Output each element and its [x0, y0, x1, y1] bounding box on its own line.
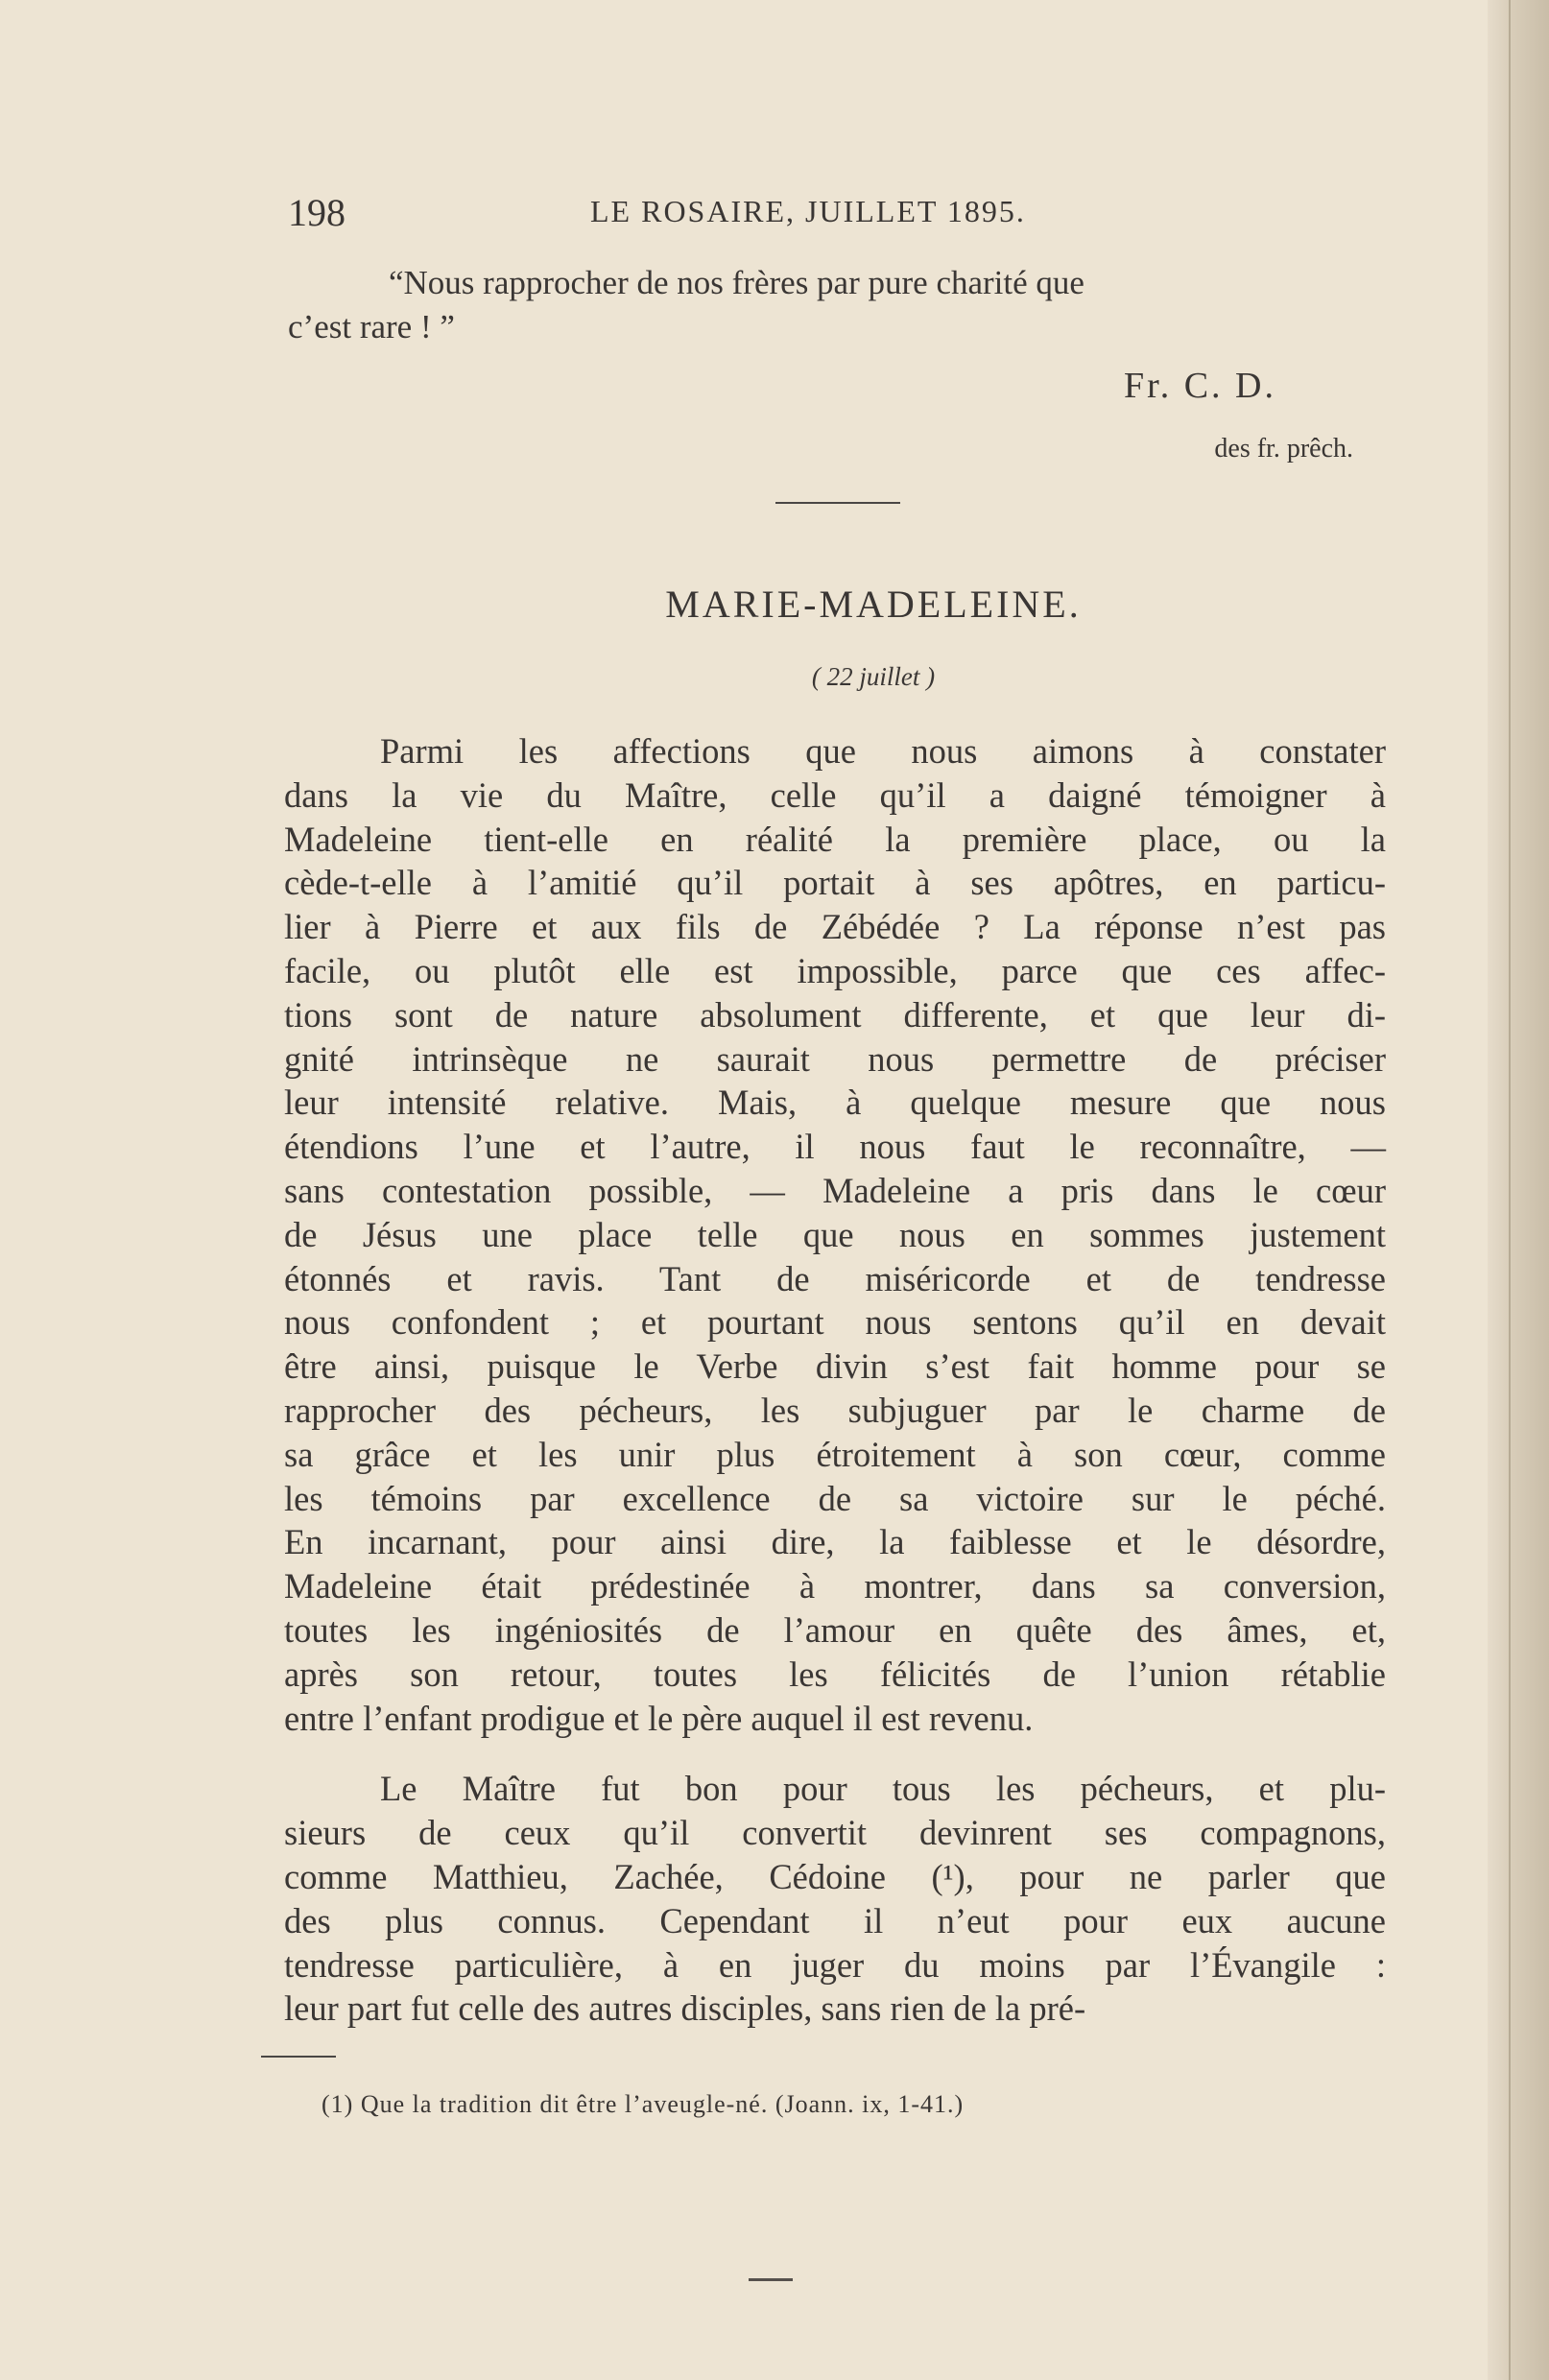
quote-line-1: “Nous rapprocher de nos frères par pure charité que [389, 264, 1084, 301]
text-line: tendresse particulière, à en juger du moins par l’Évangile : [284, 1944, 1386, 1985]
running-head: LE ROSAIRE, JUILLET 1895. [590, 194, 1026, 228]
page-header [288, 190, 1420, 248]
article-date: ( 22 juillet ) [811, 662, 936, 691]
quote-line-2: c’est rare ! ” [288, 308, 455, 345]
text-line: rapprocher des pécheurs, les subjuguer par le charme de [284, 1390, 1386, 1430]
binding-edge-line [1509, 0, 1511, 2380]
text-line: Le Maître fut bon pour tous les pécheurs, et plu- [380, 1769, 1386, 1809]
text-line: sieurs de ceux qu’il convertit devinrent ses compagnons, [284, 1813, 1386, 1853]
text-line: Madeleine était prédestinée à montrer, dans sa conversion, [284, 1566, 1386, 1606]
page-number: 198 [288, 191, 346, 234]
text-line: de Jésus une place telle que nous en sommes justement [284, 1214, 1386, 1254]
text-line: toutes les ingéniosités de l’amour en quête des âmes, et, [284, 1609, 1386, 1650]
text-line: les témoins par excellence de sa victoire sur le péché. [284, 1478, 1386, 1518]
text-line: cède-t-elle à l’amitié qu’il portait à ses apôtres, en particu- [284, 863, 1386, 903]
footnote: (1) Que la tradition dit être l’aveugle-né. (Joann. ix, 1-41.) [322, 2090, 965, 2118]
bottom-mark [749, 2278, 793, 2281]
text-line: En incarnant, pour ainsi dire, la faiblesse et le désordre, [284, 1522, 1386, 1562]
page-edge [1488, 0, 1549, 2380]
signature: Fr. C. D. [1124, 366, 1276, 406]
text-line: leur intensité relative. Mais, à quelque mesure que nous [284, 1083, 1386, 1123]
text-line: facile, ou plutôt elle est impossible, parce que ces affec- [284, 950, 1386, 990]
text-line: comme Matthieu, Zachée, Cédoine (¹), pour ne parler que [284, 1856, 1386, 1896]
text-line: entre l’enfant prodigue et le père auquel il est revenu. [284, 1698, 1034, 1738]
text-line: dans la vie du Maître, celle qu’il a daigné témoigner à [284, 774, 1386, 815]
article-body [284, 729, 1386, 2031]
paragraph-1 [284, 729, 1386, 1740]
previous-article-quote [288, 261, 1420, 349]
text-line: leur part fut celle des autres disciples, sans rien de la pré- [284, 1988, 1086, 2029]
text-line: sans contestation possible, — Madeleine a pris dans le cœur [284, 1170, 1386, 1210]
section-divider [775, 502, 900, 504]
text-line: tions sont de nature absolument differente, et que leur di- [284, 994, 1386, 1035]
text-line: Madeleine tient-elle en réalité la première place, ou la [284, 819, 1386, 859]
text-line: nous confondent ; et pourtant nous sentons qu’il en devait [284, 1302, 1386, 1343]
text-line: sa grâce et les unir plus étroitement à son cœur, comme [284, 1434, 1386, 1474]
text-line: lier à Pierre et aux fils de Zébédée ? La réponse n’est pas [284, 907, 1386, 947]
paragraph-gap [284, 1740, 1386, 1767]
text-line: étonnés et ravis. Tant de miséricorde et de tendresse [284, 1258, 1386, 1298]
paragraph-2 [284, 1767, 1386, 2031]
text-line: des plus connus. Cependant il n’eut pour eux aucune [284, 1900, 1386, 1940]
article-title: MARIE-MADELEINE. [665, 583, 1082, 626]
text-line: gnité intrinsèque ne saurait nous permettre de préciser [284, 1038, 1386, 1079]
text-line: être ainsi, puisque le Verbe divin s’est fait homme pour se [284, 1346, 1386, 1387]
signature-subtitle: des fr. prêch. [1214, 434, 1353, 464]
text-line: Parmi les affections que nous aimons à constater [380, 731, 1386, 771]
text-line: après son retour, toutes les félicités de l’union rétablie [284, 1654, 1386, 1694]
footnote-divider [261, 2056, 336, 2058]
text-line: étendions l’une et l’autre, il nous faut le reconnaître, — [284, 1127, 1386, 1167]
